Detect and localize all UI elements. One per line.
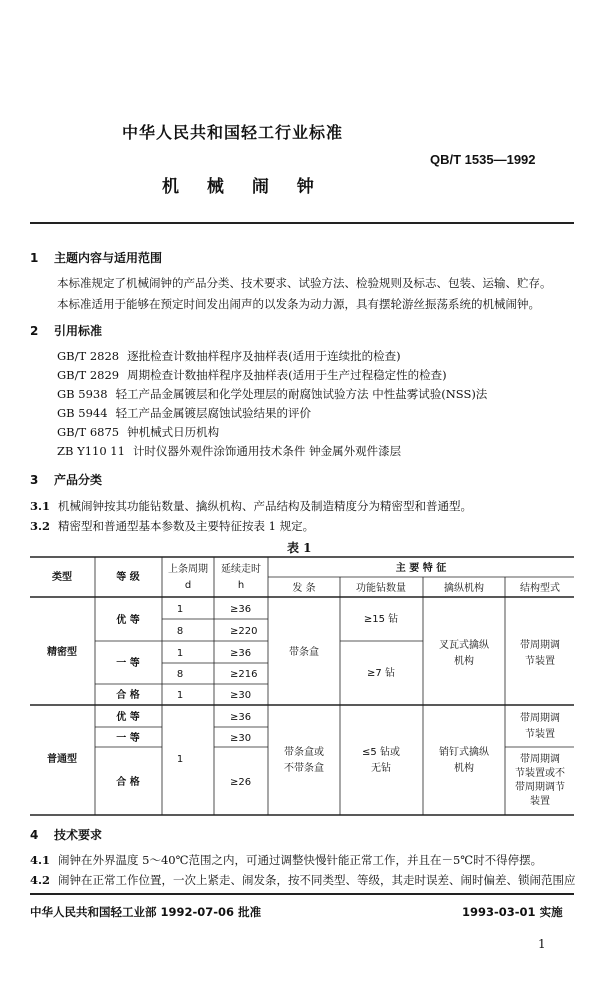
page-number: 1 <box>538 937 546 951</box>
issuing-organization: 中华人民共和国轻工行业标准 <box>122 123 344 142</box>
running-cell: ≥36 <box>230 648 252 659</box>
running-cell: ≥30 <box>230 733 252 744</box>
reference-code: ZB Y110 11 <box>57 444 125 458</box>
reference-title: 轻工产品金属镀层和化学处理层的耐腐蚀试验方法 中性盐雾试验(NSS)法 <box>115 387 488 401</box>
clause-number: 3.2 <box>30 519 51 533</box>
paragraph: 本标准适用于能够在预定时间发出闹声的以发条为动力源，具有摆轮游丝振荡系统的机械闹钟。 <box>57 297 540 311</box>
reference-code: GB 5944 <box>57 406 108 420</box>
reference-title: 计时仪器外观件涂饰通用技术条件 钟金属外观件漆层 <box>132 444 402 458</box>
clause-number: 4.1 <box>30 853 51 867</box>
header-winding-period: 上条周期 <box>168 564 208 575</box>
reference-code: GB/T 2829 <box>57 368 120 382</box>
winding-cell: 1 <box>176 648 184 659</box>
section-number: 3 <box>30 473 39 487</box>
grade-cell: 优 等 <box>116 712 140 723</box>
spring-cell: 带条盒或 <box>284 747 324 758</box>
structure-cell: 带周期调 <box>520 640 560 651</box>
clause-number: 3.1 <box>30 499 51 513</box>
winding-cell: 1 <box>176 690 184 701</box>
escapement-cell: 销钉式擒纵 <box>439 747 489 758</box>
running-cell: ≥216 <box>230 669 258 680</box>
spring-cell: 不带条盒 <box>284 763 324 774</box>
escapement-cell: 机构 <box>454 656 474 667</box>
section-4-heading <box>30 826 102 843</box>
section-number: 2 <box>30 324 39 338</box>
winding-cell: 1 <box>176 604 184 615</box>
winding-cell: 1 <box>176 754 184 765</box>
header-spring: 发 条 <box>292 583 316 594</box>
winding-cell: 8 <box>176 626 184 637</box>
header-structure: 结构型式 <box>520 583 560 594</box>
section-number: 1 <box>30 251 39 265</box>
paragraph: 本标准规定了机械闹钟的产品分类、技术要求、试验方法、检验规则及标志、包装、运输、贮存。 <box>57 276 552 290</box>
clause-number: 4.2 <box>30 873 51 887</box>
table-caption: 表 1 <box>287 541 312 555</box>
clause-text: 机械闹钟按其功能钻数量、擒纵机构、产品结构及制造精度分为精密型和普通型。 <box>58 499 472 513</box>
reference-title: 轻工产品金属镀层腐蚀试验结果的评价 <box>115 406 312 420</box>
header-main-features: 主 要 特 征 <box>395 563 447 574</box>
section-title: 主题内容与适用范围 <box>54 251 163 265</box>
grade-cell: 一 等 <box>116 733 140 744</box>
section-title: 引用标准 <box>54 324 103 338</box>
reference-code: GB/T 2828 <box>57 349 120 363</box>
header-winding-unit: d <box>184 580 192 591</box>
clause-4-2 <box>30 872 576 888</box>
reference-title: 逐批检查计数抽样程序及抽样表(适用于连续批的检查) <box>127 349 401 363</box>
document-title: 机 械 闹 钟 <box>162 177 325 197</box>
section-title: 产品分类 <box>54 473 103 487</box>
structure-cell: 节装置 <box>525 729 555 740</box>
structure-cell: 装置 <box>530 796 550 807</box>
jewels-cell: 无钻 <box>371 763 391 774</box>
structure-cell: 节装置或不 <box>515 768 565 779</box>
reference-code: GB 5938 <box>57 387 108 401</box>
header-running-time: 延续走时 <box>221 564 261 575</box>
running-cell: ≥26 <box>230 777 252 788</box>
header-running-unit: h <box>237 580 245 591</box>
implementation-date: 1993-03-01 实施 <box>462 905 563 919</box>
jewels-cell: ≥15 钻 <box>363 614 399 625</box>
structure-cell: 节装置 <box>525 656 555 667</box>
header-jewels: 功能钻数量 <box>356 583 406 594</box>
structure-cell: 带周期调 <box>520 754 560 765</box>
grade-cell: 合 格 <box>116 690 140 701</box>
header-escapement: 擒纵机构 <box>444 583 484 594</box>
reference-title: 钟机械式日历机构 <box>127 425 220 439</box>
reference-title: 周期检查计数抽样程序及抽样表(适用于生产过程稳定性的检查) <box>127 368 447 382</box>
jewels-cell: ≥7 钻 <box>367 668 395 679</box>
clause-text: 闹钟在正常工作位置，一次上紧走、闹发条，按不同类型、等级，其走时误差、闹时偏差、锁闹范围应 <box>58 873 576 887</box>
section-number: 4 <box>30 828 39 842</box>
spring-cell: 带条盒 <box>289 647 319 658</box>
grade-cell: 一 等 <box>116 658 140 669</box>
footer-rule <box>30 893 574 895</box>
header-grade: 等 级 <box>116 572 140 583</box>
winding-cell: 8 <box>176 669 184 680</box>
type-precision: 精密型 <box>47 647 77 658</box>
reference-code: GB/T 6875 <box>57 425 120 439</box>
running-cell: ≥220 <box>230 626 258 637</box>
structure-cell: 带周期调节 <box>515 782 565 793</box>
approval-statement: 中华人民共和国轻工业部 1992-07-06 批准 <box>30 905 262 919</box>
clause-4-1 <box>30 852 542 868</box>
clause-text: 精密型和普通型基本参数及主要特征按表 1 规定。 <box>58 519 315 533</box>
header-type: 类型 <box>52 572 72 583</box>
section-title: 技术要求 <box>54 828 103 842</box>
standard-code: QB/T 1535—1992 <box>430 152 536 167</box>
escapement-cell: 机构 <box>454 763 474 774</box>
clause-text: 闹钟在外界温度 5～40℃范围之内，可通过调整快慢针能正常工作，并且在－5℃时不得停摆。 <box>58 853 543 867</box>
grade-cell: 合 格 <box>116 777 140 788</box>
jewels-cell: ≤5 钻或 <box>362 747 400 758</box>
structure-cell: 带周期调 <box>520 713 560 724</box>
running-cell: ≥30 <box>230 690 252 701</box>
type-ordinary: 普通型 <box>47 754 77 765</box>
running-cell: ≥36 <box>230 712 252 723</box>
running-cell: ≥36 <box>230 604 252 615</box>
escapement-cell: 叉瓦式擒纵 <box>439 640 489 651</box>
grade-cell: 优 等 <box>116 615 140 626</box>
